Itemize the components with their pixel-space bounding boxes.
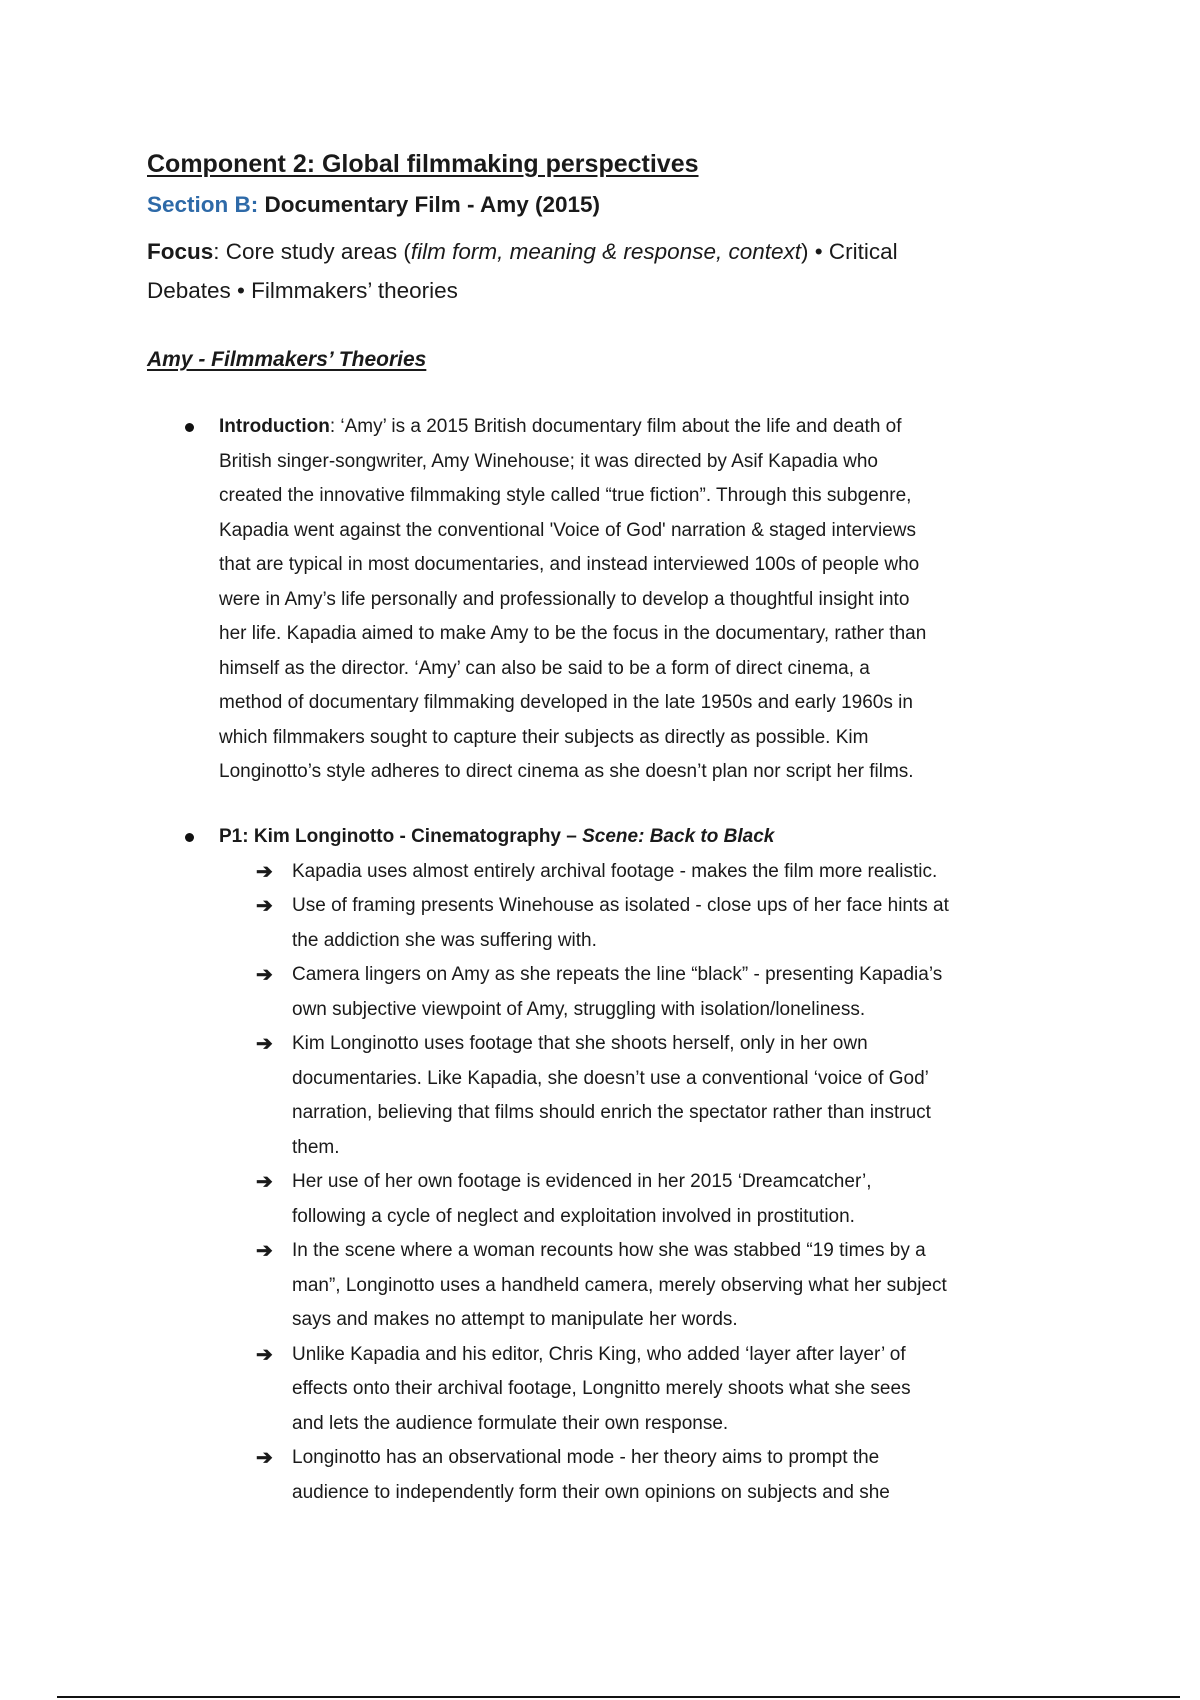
point-line: Kapadia uses almost entirely archival footage - makes the film more realistic.: [292, 860, 938, 882]
intro-line: created the innovative filmmaking style called “true fiction”. Through this subgenre,: [219, 485, 912, 506]
point-line: narration, believing that films should enrich the spectator rather than instruct: [292, 1102, 931, 1123]
arrow-bullet-icon: ➔: [256, 1171, 273, 1193]
arrow-bullet-icon: ➔: [256, 860, 273, 883]
focus-line-2: Debates • Filmmakers’ theories: [147, 278, 458, 303]
intro-line: himself as the director. ‘Amy’ can also be said to be a form of direct cinema, a: [219, 657, 870, 679]
focus-label: Focus: [147, 239, 214, 264]
arrow-bullet-icon: ➔: [256, 1447, 273, 1469]
intro-line: British singer-songwriter, Amy Winehouse; it was directed by Asif Kapadia who: [219, 450, 878, 472]
bullet-icon: [185, 423, 194, 432]
intro-paragraph: [219, 410, 926, 790]
focus-text-2: ) • Critical: [801, 239, 898, 264]
point-line: Longinotto has an observational mode - her theory aims to prompt the: [292, 1447, 880, 1468]
document-title: Component 2: Global filmmaking perspectives: [147, 150, 699, 178]
arrow-bullet-icon: ➔: [256, 1343, 273, 1366]
point-line: effects onto their archival footage, Longnitto merely shoots what she sees: [292, 1378, 911, 1399]
intro-line: her life. Kapadia aimed to make Amy to be the focus in the documentary, rather than: [219, 623, 927, 644]
intro-line: method of documentary filmmaking developed in the late 1950s and early 1960s in: [219, 692, 913, 713]
point-line: Kim Longinotto uses footage that she shoots herself, only in her own: [292, 1033, 868, 1054]
point-line: and lets the audience formulate their own response.: [292, 1412, 729, 1434]
focus-italic: film form, meaning & response, context: [410, 239, 802, 264]
point-line: own subjective viewpoint of Amy, struggling with isolation/loneliness.: [292, 998, 866, 1020]
point-line: In the scene where a woman recounts how she was stabbed “19 times by a: [292, 1240, 926, 1261]
arrow-bullet-icon: ➔: [256, 1033, 273, 1055]
point-line: man”, Longinotto uses a handheld camera, merely observing what her subject: [292, 1274, 947, 1296]
intro-label: Introduction: [219, 416, 330, 437]
intro-line: which filmmakers sought to capture their subjects as directly as possible. Kim: [219, 726, 869, 748]
point-line: them.: [292, 1136, 340, 1158]
arrow-bullet-icon: ➔: [256, 964, 273, 986]
arrow-bullet-icon: ➔: [256, 895, 273, 917]
section-text: Documentary Film - Amy (2015): [258, 192, 601, 217]
intro-line: [219, 410, 926, 445]
subheading: Amy - Filmmakers’ Theories: [147, 348, 427, 371]
intro-line: that are typical in most documentaries, and instead interviewed 100s of people who: [219, 554, 920, 575]
p1-heading: [219, 820, 774, 855]
point-line: audience to independently form their own opinions on subjects and she: [292, 1481, 890, 1503]
point-line: Use of framing presents Winehouse as isolated - close ups of her face hints at: [292, 895, 949, 916]
p1-scene: Scene: Back to Black: [582, 826, 775, 847]
point-line: the addiction she was suffering with.: [292, 929, 597, 951]
point-line: documentaries. Like Kapadia, she doesn’t use a conventional ‘voice of God’: [292, 1067, 929, 1089]
intro-line: were in Amy’s life personally and professionally to develop a thoughtful insight into: [219, 588, 910, 610]
arrow-bullet-icon: ➔: [256, 1240, 273, 1262]
point-line: Camera lingers on Amy as she repeats the line “black” - presenting Kapadia’s: [292, 964, 943, 985]
bullet-icon: [185, 833, 194, 842]
section-label: Section B:: [147, 192, 259, 217]
intro-line: Longinotto’s style adheres to direct cinema as she doesn’t plan nor script her films.: [219, 761, 914, 782]
page-bottom-rule: [57, 1696, 1180, 1698]
point-line: Her use of her own footage is evidenced in her 2015 ‘Dreamcatcher’,: [292, 1171, 872, 1192]
section-heading: [147, 192, 600, 218]
focus-text: : Core study areas (: [213, 239, 411, 264]
point-line: says and makes no attempt to manipulate her words.: [292, 1309, 738, 1330]
p1-heading-text: P1: Kim Longinotto - Cinematography –: [219, 826, 583, 847]
intro-text: : ‘Amy’ is a 2015 British documentary film about the life and death of: [329, 416, 902, 437]
intro-line: Kapadia went against the conventional 'Voice of God' narration & staged interviews: [219, 519, 916, 541]
focus-statement: [147, 232, 898, 310]
point-line: Unlike Kapadia and his editor, Chris King, who added ‘layer after layer’ of: [292, 1343, 906, 1365]
point-line: following a cycle of neglect and exploitation involved in prostitution.: [292, 1205, 855, 1227]
